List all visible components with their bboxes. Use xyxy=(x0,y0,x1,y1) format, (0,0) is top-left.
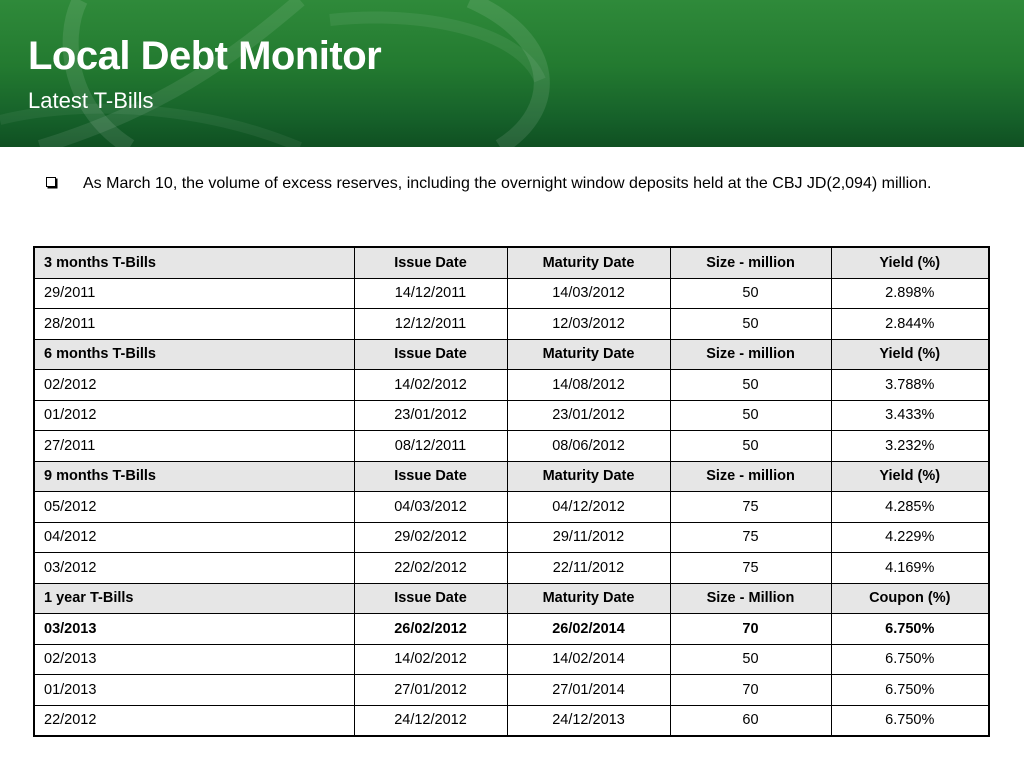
table-cell: 75 xyxy=(670,522,831,553)
column-header-cell: Issue Date xyxy=(354,461,507,492)
table-cell: 75 xyxy=(670,553,831,584)
table-row xyxy=(34,309,989,340)
column-header-cell: Size - million xyxy=(670,339,831,370)
table-cell: 01/2012 xyxy=(34,400,354,431)
table-cell: 02/2012 xyxy=(34,370,354,401)
table-cell: 60 xyxy=(670,705,831,736)
table-cell: 70 xyxy=(670,614,831,645)
table-cell: 14/02/2012 xyxy=(354,644,507,675)
column-header-cell: Maturity Date xyxy=(507,583,670,614)
table-cell: 2.844% xyxy=(831,309,989,340)
table-cell: 22/02/2012 xyxy=(354,553,507,584)
header-banner xyxy=(0,0,1024,147)
table-cell: 04/2012 xyxy=(34,522,354,553)
table-cell: 4.169% xyxy=(831,553,989,584)
table-cell: 50 xyxy=(670,644,831,675)
square-bullet-icon xyxy=(46,177,56,187)
table-cell: 22/2012 xyxy=(34,705,354,736)
section-title-cell: 1 year T-Bills xyxy=(34,583,354,614)
table-cell: 50 xyxy=(670,400,831,431)
column-header-cell: Maturity Date xyxy=(507,247,670,278)
table-cell: 12/12/2011 xyxy=(354,309,507,340)
table-cell: 14/03/2012 xyxy=(507,278,670,309)
section-title-cell: 9 months T-Bills xyxy=(34,461,354,492)
table-cell: 03/2012 xyxy=(34,553,354,584)
table-row xyxy=(34,522,989,553)
table-cell: 29/11/2012 xyxy=(507,522,670,553)
table-row xyxy=(34,492,989,523)
table-cell: 3.433% xyxy=(831,400,989,431)
table-cell: 6.750% xyxy=(831,644,989,675)
table-cell: 01/2013 xyxy=(34,675,354,706)
table-cell: 70 xyxy=(670,675,831,706)
table-row xyxy=(34,370,989,401)
column-header-cell: Issue Date xyxy=(354,339,507,370)
column-header-cell: Size - Million xyxy=(670,583,831,614)
table-cell: 04/12/2012 xyxy=(507,492,670,523)
table-cell: 14/02/2014 xyxy=(507,644,670,675)
table-cell: 12/03/2012 xyxy=(507,309,670,340)
section-title-cell: 3 months T-Bills xyxy=(34,247,354,278)
table-cell: 6.750% xyxy=(831,614,989,645)
table-cell: 29/2011 xyxy=(34,278,354,309)
table-row xyxy=(34,675,989,706)
column-header-cell: Yield (%) xyxy=(831,461,989,492)
table-cell: 75 xyxy=(670,492,831,523)
page-title: Local Debt Monitor xyxy=(28,34,382,78)
column-header-cell: Yield (%) xyxy=(831,247,989,278)
table-cell: 08/12/2011 xyxy=(354,431,507,462)
column-header-cell: Coupon (%) xyxy=(831,583,989,614)
column-header-cell: Maturity Date xyxy=(507,339,670,370)
table-cell: 24/12/2013 xyxy=(507,705,670,736)
table-cell: 24/12/2012 xyxy=(354,705,507,736)
table-cell: 04/03/2012 xyxy=(354,492,507,523)
table-section-header xyxy=(34,247,989,278)
table-row xyxy=(34,400,989,431)
table-cell: 4.285% xyxy=(831,492,989,523)
table-cell: 23/01/2012 xyxy=(354,400,507,431)
table-cell: 14/02/2012 xyxy=(354,370,507,401)
table-cell: 14/08/2012 xyxy=(507,370,670,401)
table-cell: 29/02/2012 xyxy=(354,522,507,553)
column-header-cell: Size - million xyxy=(670,247,831,278)
bullet-text: As March 10, the volume of excess reserves, including the overnight window deposits held at the CBJ JD(2,094) million. xyxy=(83,175,932,192)
table-cell: 27/01/2012 xyxy=(354,675,507,706)
table-cell: 2.898% xyxy=(831,278,989,309)
column-header-cell: Issue Date xyxy=(354,583,507,614)
table-row xyxy=(34,431,989,462)
table-cell: 14/12/2011 xyxy=(354,278,507,309)
bullet-point xyxy=(46,171,964,197)
table-cell: 03/2013 xyxy=(34,614,354,645)
table-cell: 26/02/2014 xyxy=(507,614,670,645)
column-header-cell: Issue Date xyxy=(354,247,507,278)
table-section-header xyxy=(34,461,989,492)
table-cell: 6.750% xyxy=(831,675,989,706)
section-title-cell: 6 months T-Bills xyxy=(34,339,354,370)
table-cell: 26/02/2012 xyxy=(354,614,507,645)
table-section-header xyxy=(34,583,989,614)
column-header-cell: Maturity Date xyxy=(507,461,670,492)
page-subtitle: Latest T-Bills xyxy=(28,88,154,113)
table-cell: 50 xyxy=(670,370,831,401)
table-cell: 05/2012 xyxy=(34,492,354,523)
table-section-header xyxy=(34,339,989,370)
table-cell: 27/2011 xyxy=(34,431,354,462)
table-cell: 23/01/2012 xyxy=(507,400,670,431)
table-cell: 6.750% xyxy=(831,705,989,736)
table-cell: 50 xyxy=(670,309,831,340)
table-cell: 3.788% xyxy=(831,370,989,401)
table-cell: 08/06/2012 xyxy=(507,431,670,462)
table-cell: 28/2011 xyxy=(34,309,354,340)
table-cell: 50 xyxy=(670,431,831,462)
tbills-table xyxy=(33,246,990,737)
table-cell: 27/01/2014 xyxy=(507,675,670,706)
column-header-cell: Size - million xyxy=(670,461,831,492)
table-cell: 3.232% xyxy=(831,431,989,462)
table-cell: 02/2013 xyxy=(34,644,354,675)
table-row xyxy=(34,278,989,309)
column-header-cell: Yield (%) xyxy=(831,339,989,370)
table-cell: 4.229% xyxy=(831,522,989,553)
table-row xyxy=(34,705,989,736)
table-row xyxy=(34,553,989,584)
table-cell: 22/11/2012 xyxy=(507,553,670,584)
table-row xyxy=(34,614,989,645)
table-row xyxy=(34,644,989,675)
table-cell: 50 xyxy=(670,278,831,309)
